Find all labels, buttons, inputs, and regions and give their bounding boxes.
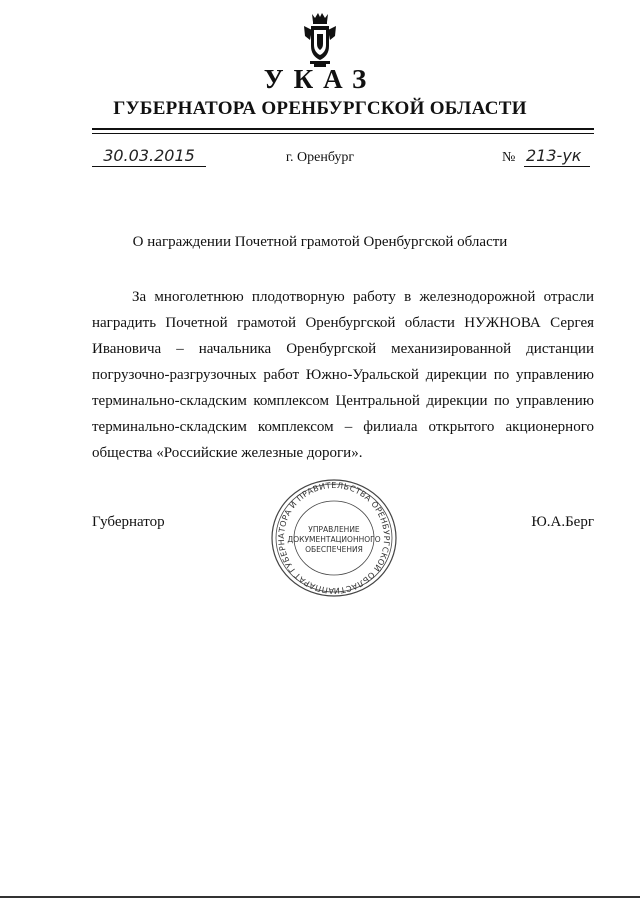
issuer-title: ГУБЕРНАТОРА ОРЕНБУРГСКОЙ ОБЛАСТИ — [113, 98, 527, 119]
date-underline — [92, 166, 206, 167]
seal-stamp-icon — [268, 476, 400, 600]
document-type-title: УКАЗ — [263, 64, 377, 94]
stamp-line-3: ОБЕСПЕЧЕНИЯ — [305, 545, 363, 554]
stamp-line-2: ДОКУМЕНТАЦИОННОГО — [287, 535, 381, 544]
header-rule-thick — [92, 128, 594, 130]
date-value: 30.03.2015 — [103, 146, 195, 165]
coat-of-arms-icon — [302, 12, 338, 68]
number-value: 213-ук — [526, 146, 582, 165]
decree-subject: О награждении Почетной грамотой Оренбургской области — [132, 234, 508, 250]
number-sign: № — [502, 150, 516, 165]
decree-body: За многолетнюю плодотворную работу в железнодорожной отрасли наградить Почетной грамотой Оренбургской области НУЖНОВА Сергея Ивановича – начальника Оренбургской механизированной дистанции погрузочно-разгрузочных работ Южно-Уральской дирекции по управлению терминально-складским комплексом Центральной дирекции по управлению терминально-складским комплексом – филиала открытого акционерного общества «Российские железные дороги». — [92, 289, 594, 461]
header-rule-thin — [92, 133, 594, 134]
signatory-title: Губернатор — [92, 514, 165, 530]
number-underline — [524, 166, 590, 167]
page-bottom-edge — [0, 896, 640, 898]
signatory-name: Ю.А.Берг — [531, 514, 594, 530]
stamp-ring-text: АППАРАТ ГУБЕРНАТОРА И ПРАВИТЕЛЬСТВА ОРЕНБУРГСКОЙ ОБЛАСТИ — [276, 480, 392, 596]
stamp-line-1: УПРАВЛЕНИЕ — [308, 525, 360, 534]
city-label: г. Оренбург — [285, 150, 355, 165]
